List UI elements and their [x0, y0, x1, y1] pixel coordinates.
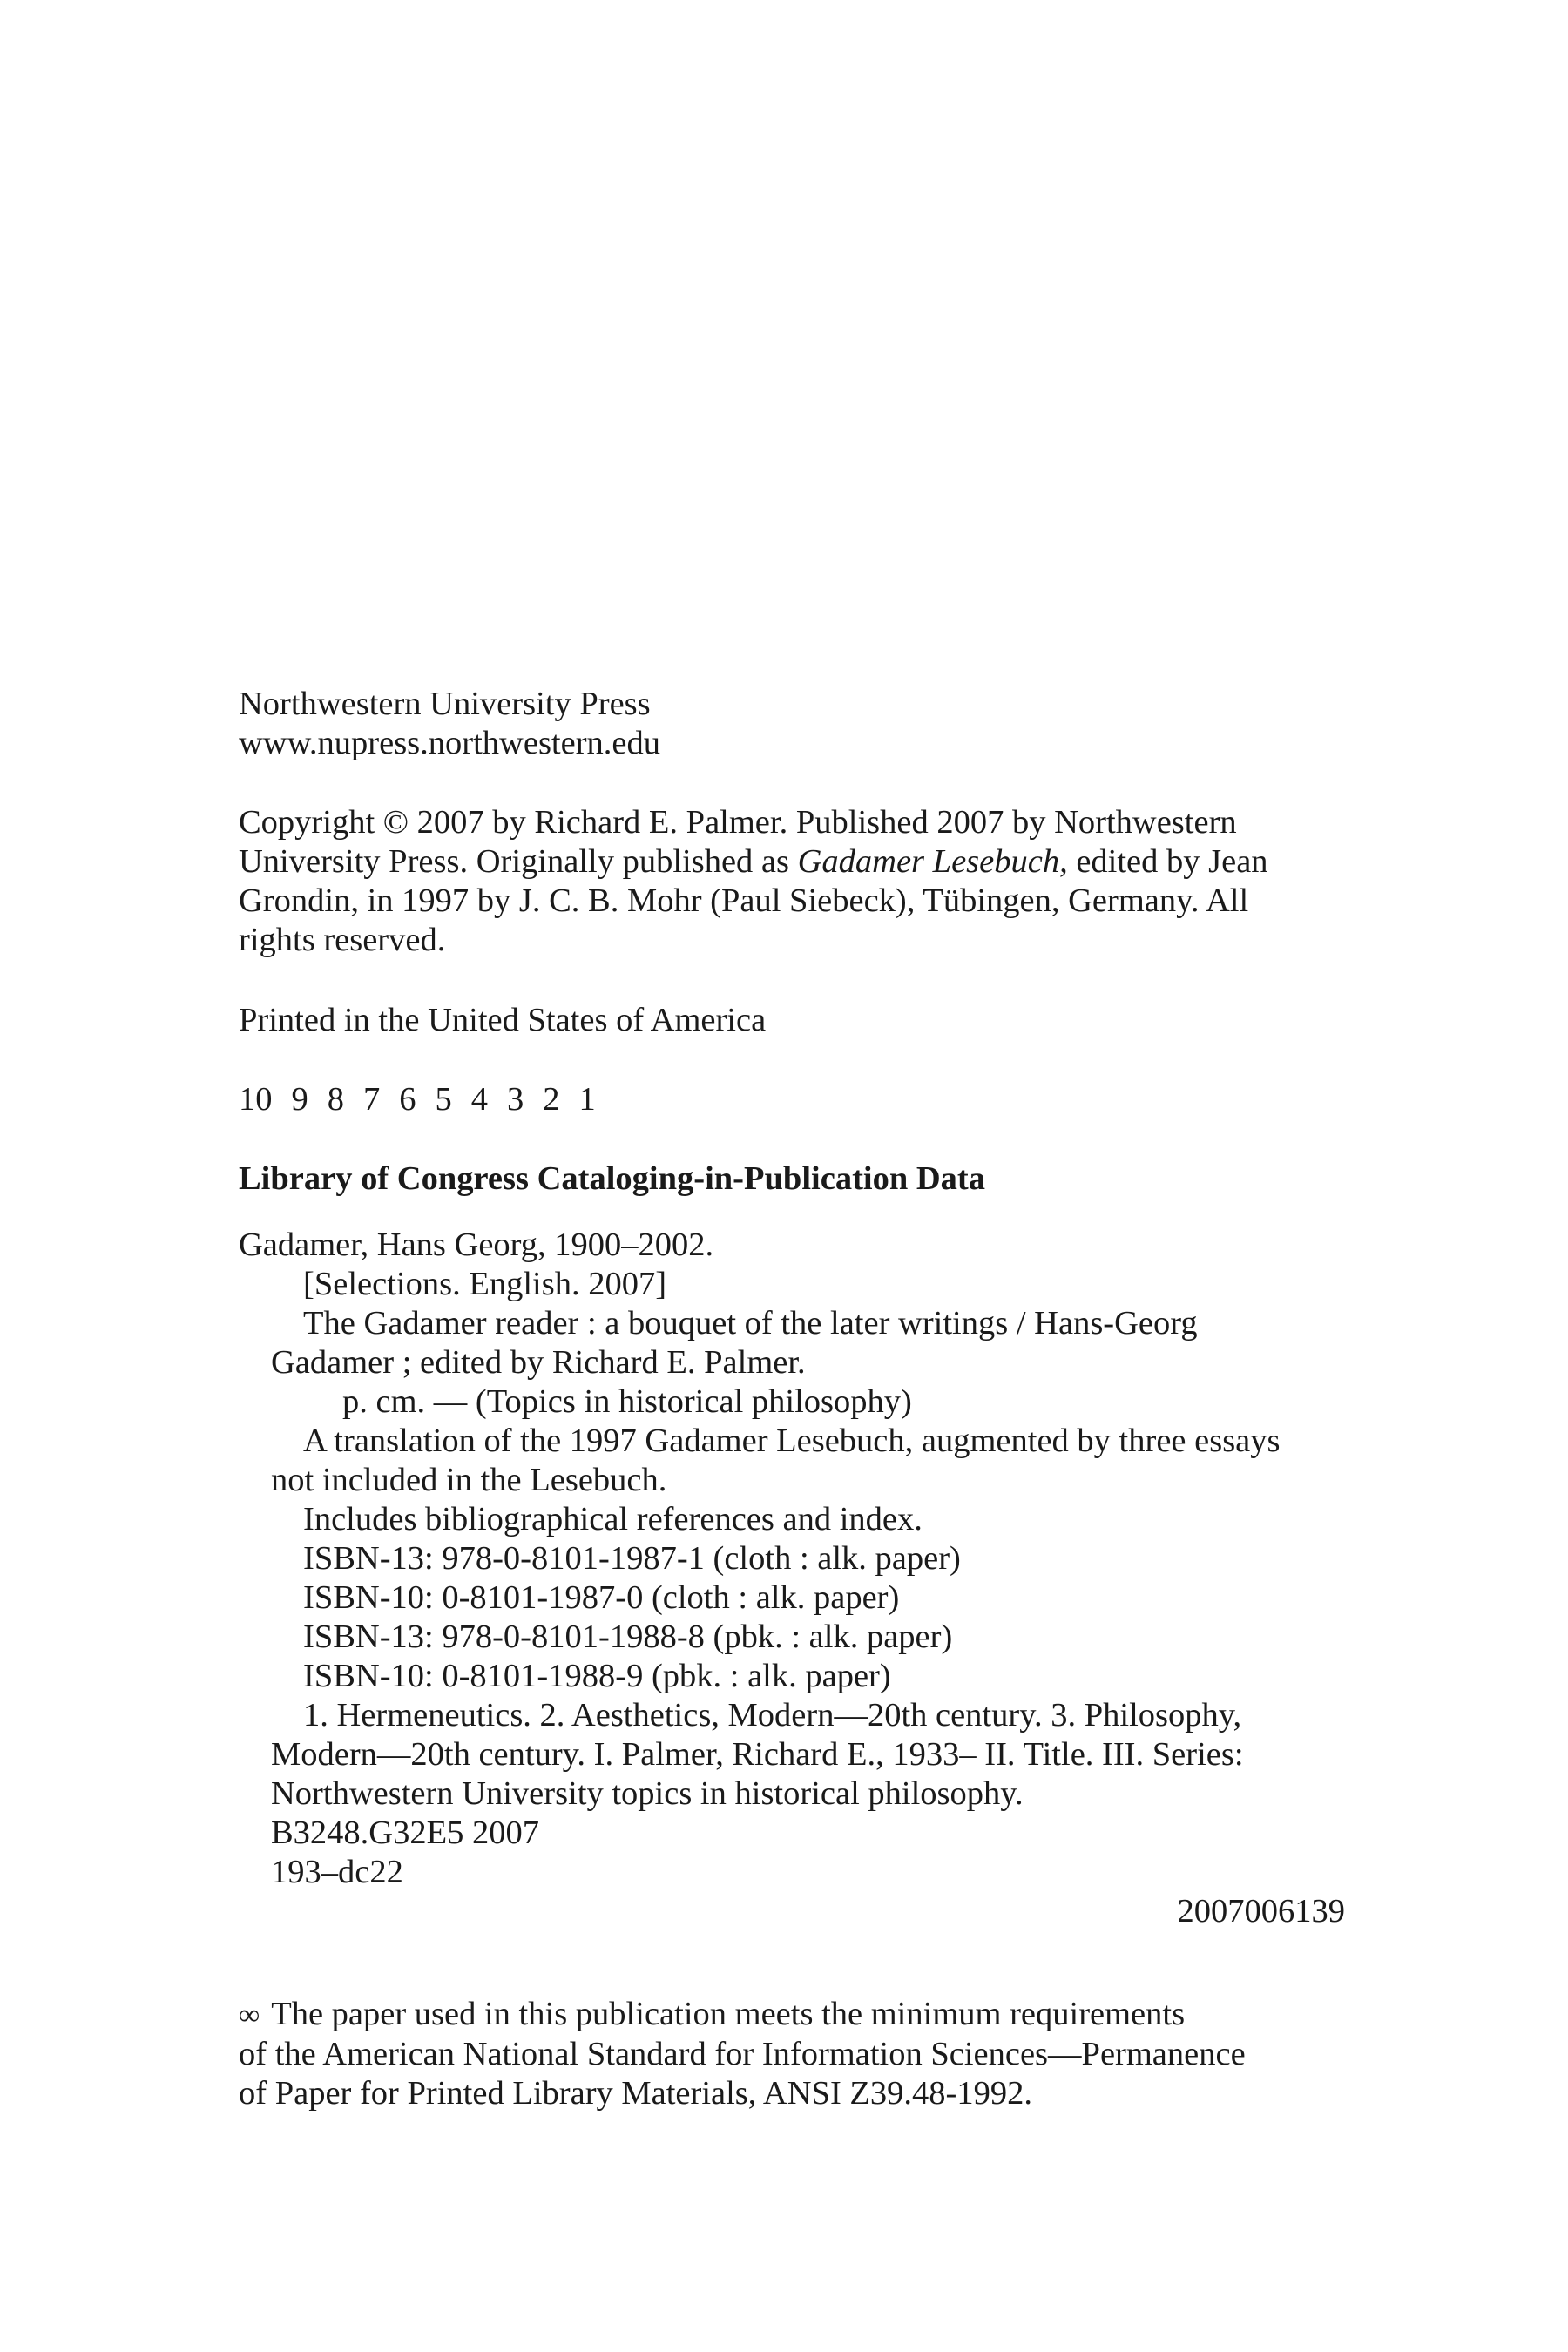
cip-uniform-title: [Selections. English. 2007] [303, 1266, 667, 1302]
printing-number: 4 [470, 1081, 488, 1118]
printed-in-block [239, 1001, 1371, 1040]
printing-number-line [239, 1080, 1371, 1119]
cip-isbn: ISBN-13: 978-0-8101-1987-1 (cloth : alk. paper) [303, 1540, 961, 1577]
copyright-line-3: Grondin, in 1997 by J. C. B. Mohr (Paul Siebeck), Tübingen, Germany. All [239, 882, 1249, 919]
paper-note-line-1 [239, 1995, 1371, 2035]
original-title: Gadamer Lesebuch, [797, 843, 1068, 880]
cip-note-line-1: A translation of the 1997 Gadamer Lesebuch, augmented by three essays [303, 1423, 1281, 1459]
cip-bibliography-note: Includes bibliographical references and index. [303, 1501, 923, 1538]
cip-record [239, 1226, 1345, 1931]
cip-lccn: 2007006139 [1177, 1893, 1345, 1930]
copyright-block [239, 803, 1371, 960]
printing-number: 6 [399, 1081, 416, 1118]
cip-dewey: 193–dc22 [271, 1854, 403, 1890]
cip-heading-text: Library of Congress Cataloging-in-Publication Data [239, 1160, 986, 1197]
cip-subjects-line-3: Northwestern University topics in historical philosophy. [271, 1775, 1024, 1812]
cip-isbn: ISBN-10: 0-8101-1988-9 (pbk. : alk. paper) [303, 1658, 891, 1694]
cip-title-line-1: The Gadamer reader : a bouquet of the later writings / Hans-Georg [303, 1305, 1198, 1342]
cip-isbn: ISBN-13: 978-0-8101-1988-8 (pbk. : alk. paper) [303, 1619, 953, 1655]
cip-subjects-line-1: 1. Hermeneutics. 2. Aesthetics, Modern—20th century. 3. Philosophy, [303, 1697, 1242, 1734]
infinity-icon: ∞ [239, 1999, 260, 2031]
printing-number: 10 [239, 1081, 273, 1118]
copyright-line-2-start: University Press. Originally published as [239, 843, 798, 880]
printing-number: 1 [578, 1081, 596, 1118]
copyright-line-2 [239, 842, 1371, 882]
cip-title-line-2: Gadamer ; edited by Richard E. Palmer. [271, 1344, 806, 1381]
cip-isbn: ISBN-10: 0-8101-1987-0 (cloth : alk. paper) [303, 1579, 900, 1616]
paper-permanence-note [239, 1995, 1371, 2113]
publisher-block [239, 685, 1371, 763]
printing-number: 7 [363, 1081, 381, 1118]
printing-number: 3 [507, 1081, 524, 1118]
publisher-url: www.nupress.northwestern.edu [239, 725, 660, 761]
copyright-line-1: Copyright © 2007 by Richard E. Palmer. Published 2007 by Northwestern [239, 804, 1237, 841]
printing-number: 8 [327, 1081, 344, 1118]
printing-number: 9 [291, 1081, 308, 1118]
copyright-line-4: rights reserved. [239, 922, 446, 958]
paper-note-line-3: of Paper for Printed Library Materials, ANSI Z39.48-1992. [239, 2075, 1032, 2112]
cip-note-line-2: not included in the Lesebuch. [271, 1462, 667, 1498]
cip-physical-description: p. cm. — (Topics in historical philosophy) [342, 1383, 912, 1420]
printed-in: Printed in the United States of America [239, 1002, 767, 1038]
cip-heading [239, 1159, 1371, 1199]
copyright-line-2-end: edited by Jean [1067, 843, 1268, 880]
printing-number: 5 [435, 1081, 452, 1118]
cip-lc-classification: B3248.G32E5 2007 [271, 1815, 539, 1851]
publisher-name: Northwestern University Press [239, 686, 651, 722]
printing-number: 2 [543, 1081, 560, 1118]
paper-note-line-1-text: The paper used in this publication meets the minimum requirements [271, 1996, 1186, 2032]
cip-author: Gadamer, Hans Georg, 1900–2002. [239, 1227, 714, 1263]
paper-note-line-2: of the American National Standard for Information Sciences—Permanence [239, 2036, 1246, 2072]
cip-subjects-line-2: Modern—20th century. I. Palmer, Richard E., 1933– II. Title. III. Series: [271, 1736, 1244, 1773]
